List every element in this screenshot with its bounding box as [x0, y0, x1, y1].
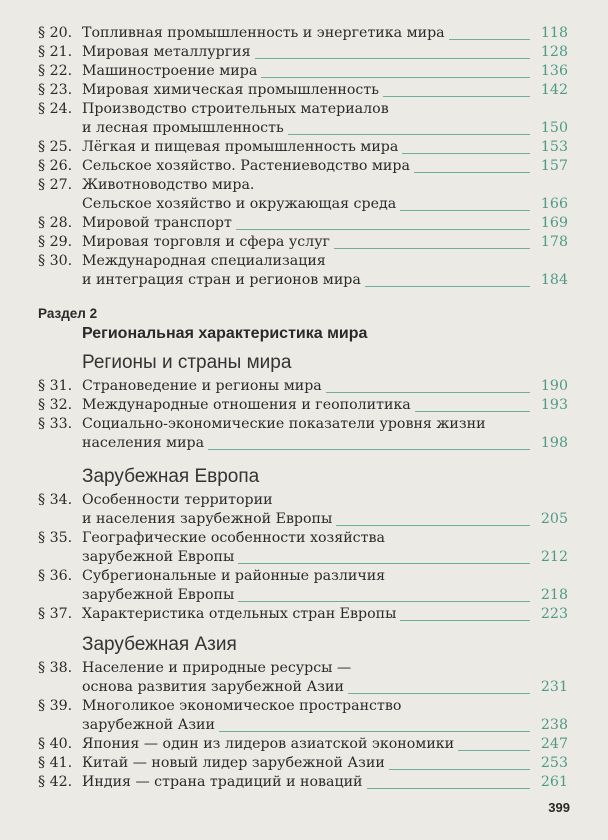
entry-title-line: Топливная промышленность и энергетика мира: [82, 25, 445, 41]
entry-title-line: Мировая химическая промышленность: [82, 82, 379, 98]
entry-title-line: Субрегиональные и районные различия: [82, 568, 386, 584]
leader-line: [336, 525, 530, 526]
entry-title-line: населения мира: [82, 435, 205, 451]
entry-title-line: Мировая металлургия: [82, 44, 251, 60]
toc-entry: [28, 529, 568, 567]
toc-entry: [28, 100, 568, 138]
entry-number: § 23.: [38, 82, 73, 98]
entry-page: 157: [540, 158, 568, 174]
toc-entry: [28, 43, 568, 62]
toc-group-europe: [28, 491, 568, 624]
toc-entry: [28, 396, 568, 415]
entry-title-line: зарубежной Европы: [82, 549, 235, 565]
subsection-title-regions: Регионы и страны мира: [82, 352, 292, 373]
entry-title-line: основа развития зарубежной Азии: [82, 679, 344, 695]
entry-number: § 38.: [38, 660, 73, 676]
leader-line: [208, 449, 530, 450]
toc-entry: [28, 697, 568, 735]
toc-entry: [28, 62, 568, 81]
entry-number: § 29.: [38, 234, 73, 250]
entry-title-line: Международные отношения и геополитика: [82, 397, 411, 413]
subsection-title-asia: Зарубежная Азия: [82, 634, 237, 655]
entry-page: 150: [540, 120, 568, 136]
entry-number: § 20.: [38, 25, 73, 41]
entry-number: § 26.: [38, 158, 73, 174]
section-title: Региональная характеристика мира: [82, 325, 368, 342]
entry-page: 205: [540, 511, 568, 527]
leader-line: [219, 731, 530, 732]
entry-title-line: Машиностроение мира: [82, 63, 258, 79]
entry-number: § 31.: [38, 378, 73, 394]
section-label: Раздел 2: [38, 306, 98, 321]
entry-number: § 24.: [38, 101, 73, 117]
entry-page: 178: [540, 234, 568, 250]
toc-group-regions: [28, 377, 568, 453]
leader-line: [389, 769, 530, 770]
entry-title-line: Международная специализация: [82, 253, 326, 269]
toc-entry: [28, 252, 568, 290]
entry-title-line: Географические особенности хозяйства: [82, 530, 385, 546]
entry-title-line: зарубежной Азии: [82, 717, 215, 733]
entry-title-line: Сельское хозяйство и окружающая среда: [82, 196, 397, 212]
leader-line: [400, 620, 530, 621]
entry-number: § 35.: [38, 530, 73, 546]
entry-title-line: Многоликое экономическое пространство: [82, 698, 402, 714]
entry-page: 118: [540, 25, 568, 41]
entry-title-line: Индия — страна традиций и новаций: [82, 774, 363, 790]
toc-entry: [28, 24, 568, 43]
entry-page: 136: [540, 63, 568, 79]
entry-page: 212: [540, 549, 568, 565]
entry-number: § 42.: [38, 774, 73, 790]
leader-line: [334, 248, 530, 249]
toc-entry: [28, 659, 568, 697]
entry-number: § 22.: [38, 63, 73, 79]
entry-title-line: Мировая торговля и сфера услуг: [82, 234, 330, 250]
entry-title-line: Социально-экономические показатели уровня жизни: [82, 416, 486, 432]
entry-number: § 34.: [38, 492, 73, 508]
entry-number: § 27.: [38, 177, 73, 193]
entry-number: § 40.: [38, 736, 73, 752]
leader-line: [288, 134, 530, 135]
leader-line: [400, 210, 530, 211]
toc-entry: [28, 605, 568, 624]
page-number: 399: [548, 800, 570, 815]
entry-number: § 25.: [38, 139, 73, 155]
entry-page: 231: [540, 679, 568, 695]
toc-entry: [28, 138, 568, 157]
leader-line: [238, 601, 530, 602]
toc-part-1: [28, 24, 568, 290]
entry-title-line: зарубежной Европы: [82, 587, 235, 603]
entry-page: 218: [540, 587, 568, 603]
entry-page: 166: [540, 196, 568, 212]
toc-entry: [28, 157, 568, 176]
subsection-title-europe: Зарубежная Европа: [82, 466, 260, 487]
entry-number: § 41.: [38, 755, 73, 771]
leader-line: [255, 58, 530, 59]
entry-number: § 37.: [38, 606, 73, 622]
leader-line: [449, 39, 530, 40]
entry-number: § 30.: [38, 253, 73, 269]
leader-line: [367, 788, 530, 789]
leader-line: [458, 750, 530, 751]
toc-entry: [28, 773, 568, 792]
entry-number: § 28.: [38, 215, 73, 231]
entry-title-line: Животноводство мира.: [82, 177, 255, 193]
toc-entry: [28, 491, 568, 529]
entry-page: 223: [540, 606, 568, 622]
entry-page: 142: [540, 82, 568, 98]
entry-title-line: Население и природные ресурсы —: [82, 660, 352, 676]
entry-title-line: и интеграция стран и регионов мира: [82, 272, 361, 288]
leader-line: [236, 229, 530, 230]
leader-line: [238, 563, 530, 564]
entry-number: § 33.: [38, 416, 73, 432]
leader-line: [415, 411, 530, 412]
entry-title-line: Мировой транспорт: [82, 215, 232, 231]
entry-title-line: Япония — один из лидеров азиатской экономики: [82, 736, 455, 752]
entry-page: 169: [540, 215, 568, 231]
toc-entry: [28, 214, 568, 233]
entry-title-line: Китай — новый лидер зарубежной Азии: [82, 755, 385, 771]
toc-entry: [28, 176, 568, 214]
toc-entry: [28, 233, 568, 252]
toc-entry: [28, 81, 568, 100]
leader-line: [383, 96, 530, 97]
toc-group-asia: [28, 659, 568, 792]
toc-entry: [28, 735, 568, 754]
leader-line: [402, 153, 530, 154]
entry-page: 238: [540, 717, 568, 733]
toc-entry: [28, 415, 568, 453]
entry-title-line: и лесная промышленность: [82, 120, 284, 136]
entry-title-line: Лёгкая и пищевая промышленность мира: [82, 139, 399, 155]
entry-page: 247: [540, 736, 568, 752]
entry-page: 261: [540, 774, 568, 790]
entry-title-line: Сельское хозяйство. Растениеводство мира: [82, 158, 410, 174]
entry-page: 153: [540, 139, 568, 155]
entry-title-line: Производство строительных материалов: [82, 101, 389, 117]
leader-line: [261, 77, 530, 78]
leader-line: [348, 693, 530, 694]
entry-page: 184: [540, 272, 568, 288]
entry-page: 190: [540, 378, 568, 394]
entry-page: 253: [540, 755, 568, 771]
entry-number: § 39.: [38, 698, 73, 714]
entry-page: 193: [540, 397, 568, 413]
toc-entry: [28, 567, 568, 605]
entry-number: § 21.: [38, 44, 73, 60]
toc-entry: [28, 754, 568, 773]
entry-page: 128: [540, 44, 568, 60]
entry-title-line: Страноведение и регионы мира: [82, 378, 322, 394]
leader-line: [365, 286, 530, 287]
toc-entry: [28, 377, 568, 396]
entry-page: 198: [540, 435, 568, 451]
entry-title-line: Характеристика отдельных стран Европы: [82, 606, 397, 622]
entry-number: § 36.: [38, 568, 73, 584]
entry-title-line: Особенности территории: [82, 492, 273, 508]
leader-line: [326, 392, 530, 393]
entry-title-line: и населения зарубежной Европы: [82, 511, 333, 527]
leader-line: [414, 172, 530, 173]
entry-number: § 32.: [38, 397, 73, 413]
